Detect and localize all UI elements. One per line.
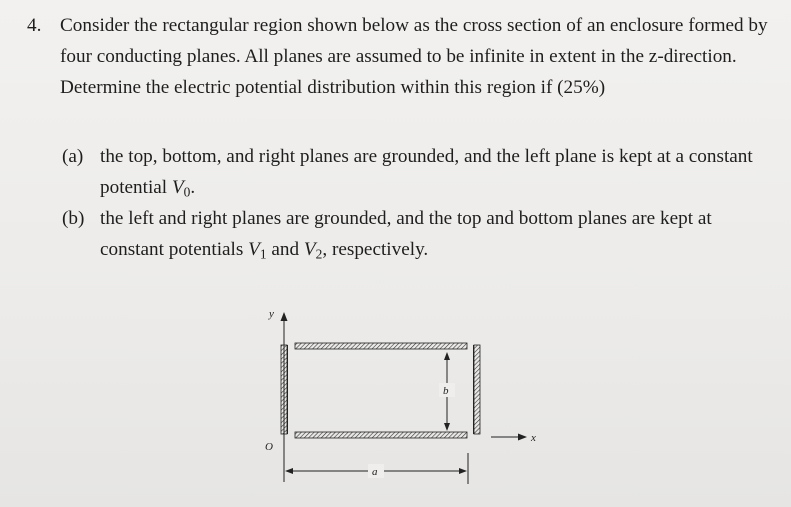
width-arrow-left [285,468,293,474]
x-axis-arrow [518,434,527,441]
enclosure-diagram [255,300,555,490]
top-plane [295,343,467,349]
origin-label: O [265,441,273,453]
part-a-label: (a) [62,146,84,167]
problem-intro: Consider the rectangular region shown below as the cross section of an enclosure formed by four conducting planes. All planes are assumed to be infinite in extent in the z-direction. Determine the electric potential distribution within this region if (25%) [60,15,768,98]
part-a-text: the top, bottom, and right planes are grounded, and the left plane is kept at a constant potential $V_0$. [100,146,753,200]
bottom-plane [295,432,467,438]
part-b-text: the left and right planes are grounded, and the top and bottom planes are kept at constant potentials $V_1$ and $V_2$, respectively. [100,208,712,262]
height-label: b [443,385,449,397]
right-plane [474,345,480,434]
part-a [62,141,767,203]
problem-4 [27,10,772,103]
part-b-label: (b) [62,208,85,229]
width-arrow-right [459,468,467,474]
left-plane [281,345,287,434]
problem-number: 4. [27,15,42,36]
part-b [62,203,767,265]
height-arrow-bottom [444,423,450,431]
height-arrow-top [444,352,450,360]
y-axis-arrow [281,312,288,321]
x-axis-label: x [531,432,536,444]
y-axis-label: y [269,308,274,320]
width-label: a [372,466,378,478]
